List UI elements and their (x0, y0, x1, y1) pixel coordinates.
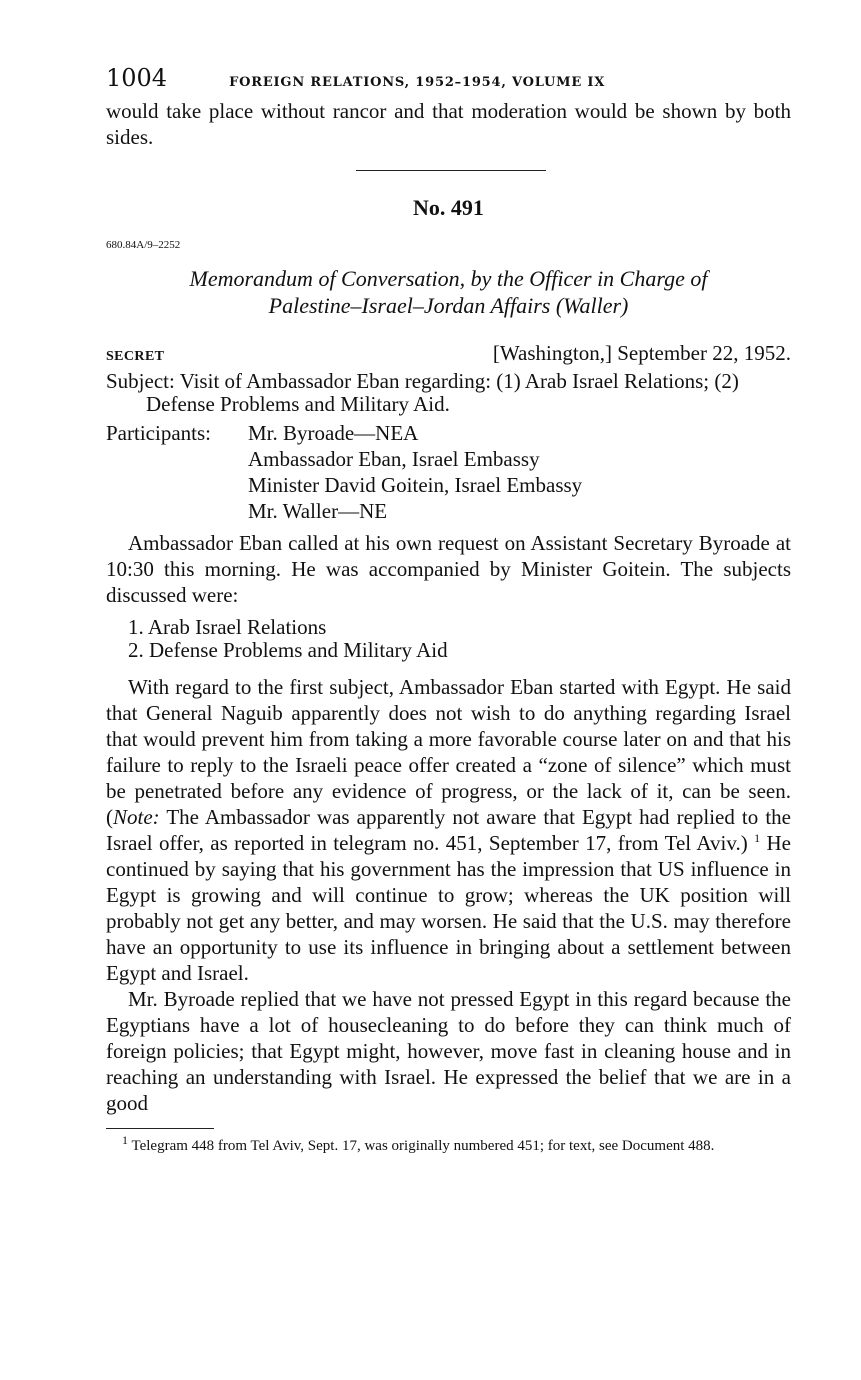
file-reference: 680.84A/9–2252 (106, 239, 181, 251)
footnote (106, 1133, 791, 1155)
list-item: 2. Defense Problems and Military Aid (128, 638, 448, 662)
place-date: [Washington,] September 22, 1952. (492, 341, 791, 365)
participants-list (248, 420, 582, 524)
carryover-paragraph: would take place without rancor and that moderation would be shown by both sides. (106, 99, 791, 149)
paragraph-text: The Ambassador was apparently not aware that Egypt had replied to the Israel offer, as reported in telegram no. 451, September 17, from Tel Aviv.) (106, 805, 791, 855)
participants-block (106, 420, 791, 524)
footnote-number: 1 (122, 1133, 128, 1147)
footnote-divider (106, 1128, 214, 1129)
document-page (106, 64, 791, 1155)
participant-item: Mr. Byroade—NEA (248, 421, 419, 445)
intro-paragraph: Ambassador Eban called at his own request on Assistant Secretary Byroade at 10:30 this morning. He was accompanied by Minister Goitein. The subjects discussed were: (106, 531, 791, 607)
body-paragraph-byroade: Mr. Byroade replied that we have not pressed Egypt in this regard because the Egyptians have a lot of housecleaning to do before they can think much of foreign policies; that Egypt might, however, move fast in cleaning house and in reaching an understanding with Israel. He expressed the belief that we are in a good (106, 987, 791, 1115)
paragraph-text: He continued by saying that his government has the impression that US influence in Egypt is growing and will continue to grow; whereas the UK position will probably not get any better, and may worsen. He said that the U.S. may therefore have an opportunity to use its influence in bringing about a settlement between Egypt and Israel. (106, 831, 791, 985)
section-divider (356, 170, 546, 171)
document-title: Memorandum of Conversation, by the Officer in Charge of Palestine–Israel–Jordan Affairs (Waller) (189, 266, 708, 318)
participant-item: Mr. Waller—NE (248, 499, 388, 523)
classification-label: SECRET (106, 349, 165, 364)
body-paragraph-egypt (106, 674, 791, 986)
page-number: 1004 (106, 64, 168, 92)
footnote-marker[interactable]: 1 (754, 831, 761, 845)
participant-item: Minister David Goitein, Israel Embassy (248, 473, 583, 497)
classification-row (106, 341, 791, 366)
note-label: Note: (113, 805, 160, 829)
running-head: FOREIGN RELATIONS, 1952–1954, VOLUME IX (229, 75, 606, 90)
subject-line: Subject: Visit of Ambassador Eban regarding: (1) Arab Israel Relations; (2) Defense Problems and Military Aid. (106, 369, 739, 416)
subjects-list (128, 616, 791, 662)
page-header (106, 64, 791, 98)
paragraph-text: With regard to the first subject, Ambassador Eban started with Egypt. He said that General Naguib apparently does not wish to do anything regarding Israel that would prevent him from taking a more favorable course later on and that his failure to reply to the Israeli peace offer created a “zone of silence” which must be penetrated before any evidence of progress, or the lack of it, can be seen. ( (106, 675, 791, 829)
participants-label: Participants: (106, 421, 211, 445)
participant-item: Ambassador Eban, Israel Embassy (248, 447, 540, 471)
footnote-text: Telegram 448 from Tel Aviv, Sept. 17, was originally numbered 451; for text, see Document 488. (128, 1138, 715, 1154)
list-item: 1. Arab Israel Relations (128, 615, 327, 639)
document-number: No. 491 (413, 195, 484, 220)
